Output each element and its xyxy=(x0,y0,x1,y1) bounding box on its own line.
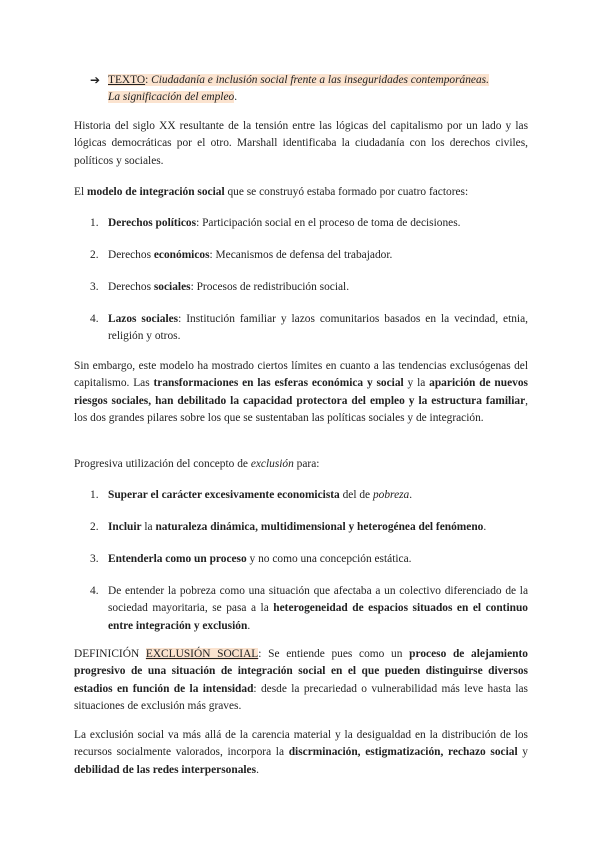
heading-title-line2: La significación del empleo xyxy=(108,91,235,104)
factor-item-1: 1. Derechos políticos: Participación social en el proceso de toma de decisiones. xyxy=(90,217,461,229)
heading-label: TEXTO xyxy=(108,74,146,86)
definition-term: EXCLUSIÓN SOCIAL xyxy=(145,648,259,660)
reason-item-3: 3. Entenderla como un proceso y no como una concepción estática. xyxy=(90,553,412,565)
reason-item-1: 1. Superar el carácter excesivamente economicista del de pobreza. xyxy=(90,489,413,501)
factor-item-4: 4. Lazos sociales: Institución familiar y lazos comunitarios basados en la vecindad, etnia, religión y otros. xyxy=(90,313,528,343)
factor-item-2: 2. Derechos económicos: Mecanismos de defensa del trabajador. xyxy=(90,249,393,261)
heading-title-line1: Ciudadanía e inclusión social frente a las inseguridades contemporáneas. xyxy=(151,74,489,86)
reason-item-2: 2. Incluir la naturaleza dinámica, multidimensional y heterogénea del fenómeno. xyxy=(90,521,487,533)
reason-item-4: 4. De entender la pobreza como una situación que afectaba a un colectivo diferenciado de la sociedad mayoritaria, se pasa a la heterogeneidad de espacios situados en el continuo entre integración y exclusión. xyxy=(90,585,528,632)
arrow-icon: ➔ xyxy=(90,73,101,87)
model-paragraph: El modelo de integración social que se construyó estaba formado por cuatro factores: xyxy=(74,186,469,198)
limits-paragraph: Sin embargo, este modelo ha mostrado ciertos límites en cuanto a las tendencias exclusógenas del capitalismo. Las transformaciones en las esferas económica y social y la aparición de nuevos riesgos sociales, han debilitado la capacidad protectora del empleo y la estructura familiar, los dos grandes pilares sobre los que se sustentaban las políticas sociales y de integración. xyxy=(74,360,528,425)
text-heading: TEXTO: Ciudadanía e inclusión social frente a las inseguridades contemporáneas. La significación del empleo. xyxy=(108,74,489,104)
definition-paragraph: DEFINICIÓN EXCLUSIÓN SOCIAL: Se entiende pues como un proceso de alejamiento progresivo de una situación de integración social en el que pueden distinguirse diversos estadios en función de la intensidad: desde la precariedad o vulnerabilidad más leve hasta las situaciones de exclusión más graves. xyxy=(74,648,528,713)
closing-paragraph: La exclusión social va más allá de la carencia material y la desigualdad en la distribución de los recursos socialmente valorados, incorpora la discrminación, estigmatización, rechazo social y debilidad de las redes interpersonales. xyxy=(74,729,528,776)
progressive-paragraph: Progresiva utilización del concepto de exclusión para: xyxy=(74,458,320,470)
factor-item-3: 3. Derechos sociales: Procesos de redistribución social. xyxy=(90,281,350,293)
intro-paragraph: Historia del siglo XX resultante de la tensión entre las lógicas del capitalismo por un lado y las lógicas democráticas por el otro. Marshall identificaba la ciudadanía con los derechos civiles, políticos y sociales. xyxy=(74,120,528,167)
